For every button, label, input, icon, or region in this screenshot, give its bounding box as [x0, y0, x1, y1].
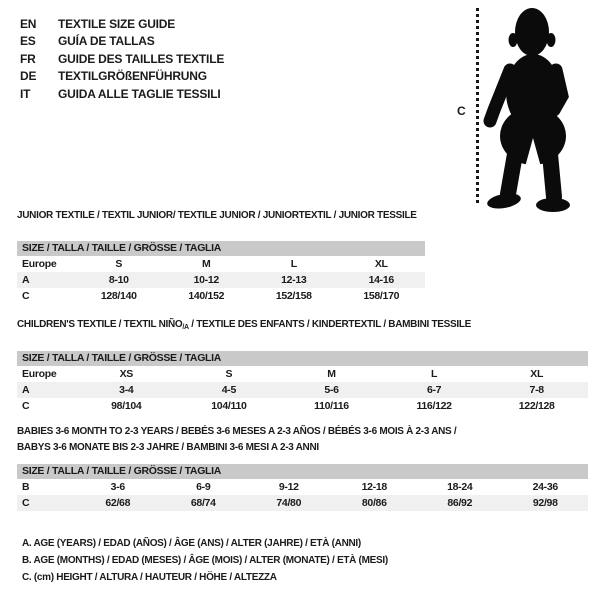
toddler-silhouette-icon — [480, 4, 580, 212]
size-header-bar: SIZE / TALLA / TAILLE / GRÖSSE / TAGLIA — [17, 241, 425, 256]
junior-textile-table — [17, 209, 425, 304]
age-cell: 6-9 — [196, 481, 211, 493]
size-cell: XL — [530, 368, 544, 380]
footnote-b: B. AGE (MONTHS) / EDAD (MESES) / ÂGE (MOIS) / ALTER (MONATE) / ETÀ (MESI) — [22, 555, 388, 566]
title-part: CHILDREN'S TEXTILE / TEXTIL NIÑO — [17, 319, 183, 330]
height-measure-label: C — [457, 104, 466, 118]
height-cell: 98/104 — [111, 400, 142, 412]
size-cell: M — [202, 258, 211, 270]
height-measure-dashed-line — [476, 8, 479, 206]
height-cell: 122/128 — [518, 400, 555, 412]
size-cell: L — [431, 368, 438, 380]
language-row-de — [20, 68, 224, 86]
language-title: GUIDE DES TAILLES TEXTILE — [58, 51, 225, 66]
age-cell: 9-12 — [278, 481, 299, 493]
junior-table-title: JUNIOR TEXTILE / TEXTIL JUNIOR/ TEXTILE JUNIOR / JUNIORTEXTIL / JUNIOR TESSILE — [17, 210, 417, 221]
size-cell: XL — [374, 258, 388, 270]
size-cell: XS — [119, 368, 133, 380]
footnote-a: A. AGE (YEARS) / EDAD (AÑOS) / ÂGE (ANS) / ALTER (JAHRE) / ETÀ (ANNI) — [22, 538, 361, 549]
height-cell: 92/98 — [532, 497, 558, 509]
table-row-age — [17, 272, 425, 288]
height-cell: 140/152 — [188, 290, 225, 302]
language-title: TEXTILGRÖßENFÜHRUNG — [58, 69, 207, 84]
language-row-en — [20, 15, 224, 33]
row-label: C — [22, 290, 30, 302]
height-cell: 110/116 — [314, 400, 349, 412]
babies-table-title — [17, 424, 588, 456]
height-cell: 86/92 — [447, 497, 473, 509]
table-row-height — [17, 288, 425, 304]
age-cell: 12-13 — [281, 274, 307, 286]
language-code: DE — [20, 69, 37, 84]
language-row-it — [20, 85, 224, 103]
age-cell: 3-6 — [110, 481, 125, 493]
row-label: B — [22, 481, 30, 493]
size-header-bar: SIZE / TALLA / TAILLE / GRÖSSE / TAGLIA — [17, 464, 588, 479]
language-row-fr — [20, 50, 224, 68]
age-cell: 18-24 — [447, 481, 473, 493]
table-row-europe — [17, 366, 588, 382]
title-subscript: /A — [182, 324, 189, 331]
height-cell: 158/170 — [363, 290, 400, 302]
size-cell: L — [290, 258, 297, 270]
row-label: Europe — [22, 258, 57, 270]
height-cell: 68/74 — [190, 497, 216, 509]
size-header-bar: SIZE / TALLA / TAILLE / GRÖSSE / TAGLIA — [17, 351, 588, 366]
language-code: ES — [20, 34, 36, 49]
table-row-height — [17, 495, 588, 511]
size-cell: M — [327, 368, 336, 380]
legend-footnotes — [22, 535, 388, 586]
age-cell: 8-10 — [108, 274, 129, 286]
babies-textile-table — [17, 424, 588, 511]
height-cell: 116/122 — [416, 400, 452, 412]
row-label: Europe — [22, 368, 57, 380]
language-code: IT — [20, 86, 31, 101]
height-cell: 80/86 — [361, 497, 387, 509]
language-code: EN — [20, 16, 37, 31]
childrens-textile-table — [17, 318, 588, 414]
language-title: GUÍA DE TALLAS — [58, 34, 155, 49]
height-cell: 62/68 — [105, 497, 131, 509]
height-cell: 152/158 — [275, 290, 312, 302]
title-line-1: BABIES 3-6 MONTH TO 2-3 YEARS / BEBÉS 3-6 MESES A 2-3 AÑOS / BÉBÉS 3-6 MOIS À 2-3 ANS / — [17, 426, 457, 437]
footnote-c: C. (cm) HEIGHT / ALTURA / HAUTEUR / HÖHE / ALTEZZA — [22, 572, 277, 583]
language-title: TEXTILE SIZE GUIDE — [58, 16, 176, 31]
table-row-height — [17, 398, 588, 414]
height-cell: 104/110 — [211, 400, 247, 412]
row-label: A — [22, 384, 30, 396]
age-cell: 14-16 — [368, 274, 394, 286]
age-cell: 6-7 — [426, 384, 442, 396]
table-row-age-months — [17, 479, 588, 495]
size-cell: S — [115, 258, 123, 270]
table-row-europe — [17, 256, 425, 272]
age-cell: 4-5 — [221, 384, 237, 396]
row-label: C — [22, 497, 30, 509]
language-code: FR — [20, 51, 36, 66]
height-cell: 74/80 — [276, 497, 302, 509]
title-part: / TEXTILE DES ENFANTS / KINDERTEXTIL / BAMBINI TESSILE — [188, 319, 472, 330]
age-cell: 24-36 — [532, 481, 558, 493]
age-cell: 10-12 — [193, 274, 219, 286]
height-cell: 128/140 — [100, 290, 137, 302]
age-cell: 7-8 — [529, 384, 544, 396]
row-label: A — [22, 274, 30, 286]
language-title: GUIDA ALLE TAGLIE TESSILI — [58, 86, 221, 101]
age-cell: 3-4 — [119, 384, 134, 396]
row-label: C — [22, 400, 30, 412]
language-title-list — [20, 15, 224, 103]
childrens-table-title — [17, 318, 588, 334]
title-line-2: BABYS 3-6 MONATE BIS 2-3 JAHRE / BAMBINI 3-6 MESI A 2-3 ANNI — [17, 442, 319, 453]
age-cell: 5-6 — [324, 384, 339, 396]
size-cell: S — [225, 368, 233, 380]
table-row-age — [17, 382, 588, 398]
language-row-es — [20, 33, 224, 51]
age-cell: 12-18 — [361, 481, 387, 493]
